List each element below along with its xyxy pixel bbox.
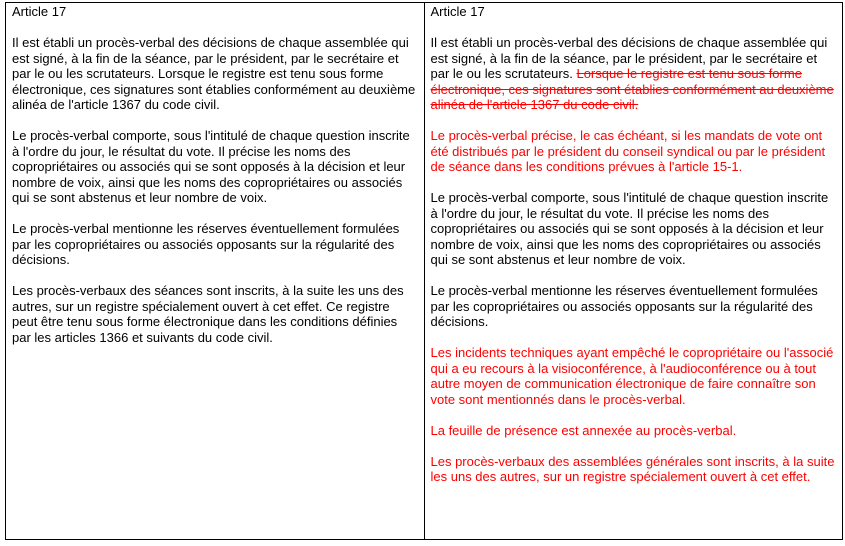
new-version-column: [424, 3, 843, 540]
old-paragraph-3: Le procès-verbal mentionne les réserves éventuellement formulées par les copropriétaires ou associés opposants sur la régularité des décisions.: [12, 221, 400, 267]
comparison-table: [5, 2, 843, 540]
comparison-row: [6, 3, 843, 540]
added-paragraph-registre: Les procès-verbaux des assemblées générales sont inscrits, à la suite les uns des autres, sur un registre spécialement ouvert à cet effet.: [430, 453, 835, 484]
new-paragraph-reserves: Le procès-verbal mentionne les réserves éventuellement formulées par les copropriétaires ou associés opposants sur la régularité des décisions.: [430, 283, 818, 329]
added-paragraph-incidents: Les incidents techniques ayant empêché le copropriétaire ou l'associé qui a eu recours à la visioconférence, à l'audioconférence ou à tout autre moyen de communication électronique de faire connaître son vote sont mentionnés dans le procès-verbal.: [430, 345, 834, 407]
deleted-text: Lorsque le registre est tenu sous forme électronique, ces signatures sont établies conformément au deuxième alinéa de l'article 1367 du code civil.: [430, 66, 834, 112]
old-paragraph-4: Les procès-verbaux des séances sont inscrits, à la suite les uns des autres, sur un registre spécialement ouvert à cet effet. Ce registre peut être tenu sous forme électronique dans les conditions définies par les articles 1366 et suivants du code civil.: [12, 283, 404, 345]
kept-text: Il est établi un procès-verbal des décisions de chaque assemblée qui est signé, à la fin de la séance, par le président, par le secrétaire et par le ou les scrutateurs.: [430, 35, 828, 81]
new-paragraph-vote-result: Le procès-verbal comporte, sous l'intitulé de chaque question inscrite à l'ordre du jour, le résultat du vote. Il précise les noms des copropriétaires ou associés qui se sont opposés à la décision et leur nombre de voix, ainsi que les noms des copropriétaires ou associés qui se sont abstenus et leur nombre de voix.: [430, 190, 829, 267]
added-paragraph-feuille-presence: La feuille de présence est annexée au procès-verbal.: [430, 422, 737, 438]
added-paragraph-mandats: Le procès-verbal précise, le cas échéant, si les mandats de vote ont été distribués par le président du conseil syndical ou par le président de séance dans les conditions prévues à l'article 15-1.: [430, 128, 826, 174]
old-paragraph-1: Il est établi un procès-verbal des décisions de chaque assemblée qui est signé, à la fin de la séance, par le président, par le secrétaire et par le ou les scrutateurs. Lorsque le registre est tenu sous forme électronique, ces signatures sont établies conformément au deuxième alinéa de l'article 1367 du code civil.: [12, 35, 416, 112]
new-paragraph-1: [431, 35, 837, 113]
old-paragraph-2: Le procès-verbal comporte, sous l'intitulé de chaque question inscrite à l'ordre du jour, le résultat du vote. Il précise les noms des copropriétaires ou associés qui se sont opposés à la décision et leur nombre de voix, ainsi que les noms des copropriétaires ou associés qui se sont abstenus et leur nombre de voix.: [12, 128, 410, 205]
article-title-new: Article 17: [430, 4, 485, 19]
old-version-column: [6, 3, 425, 540]
article-title-old: Article 17: [12, 4, 67, 19]
